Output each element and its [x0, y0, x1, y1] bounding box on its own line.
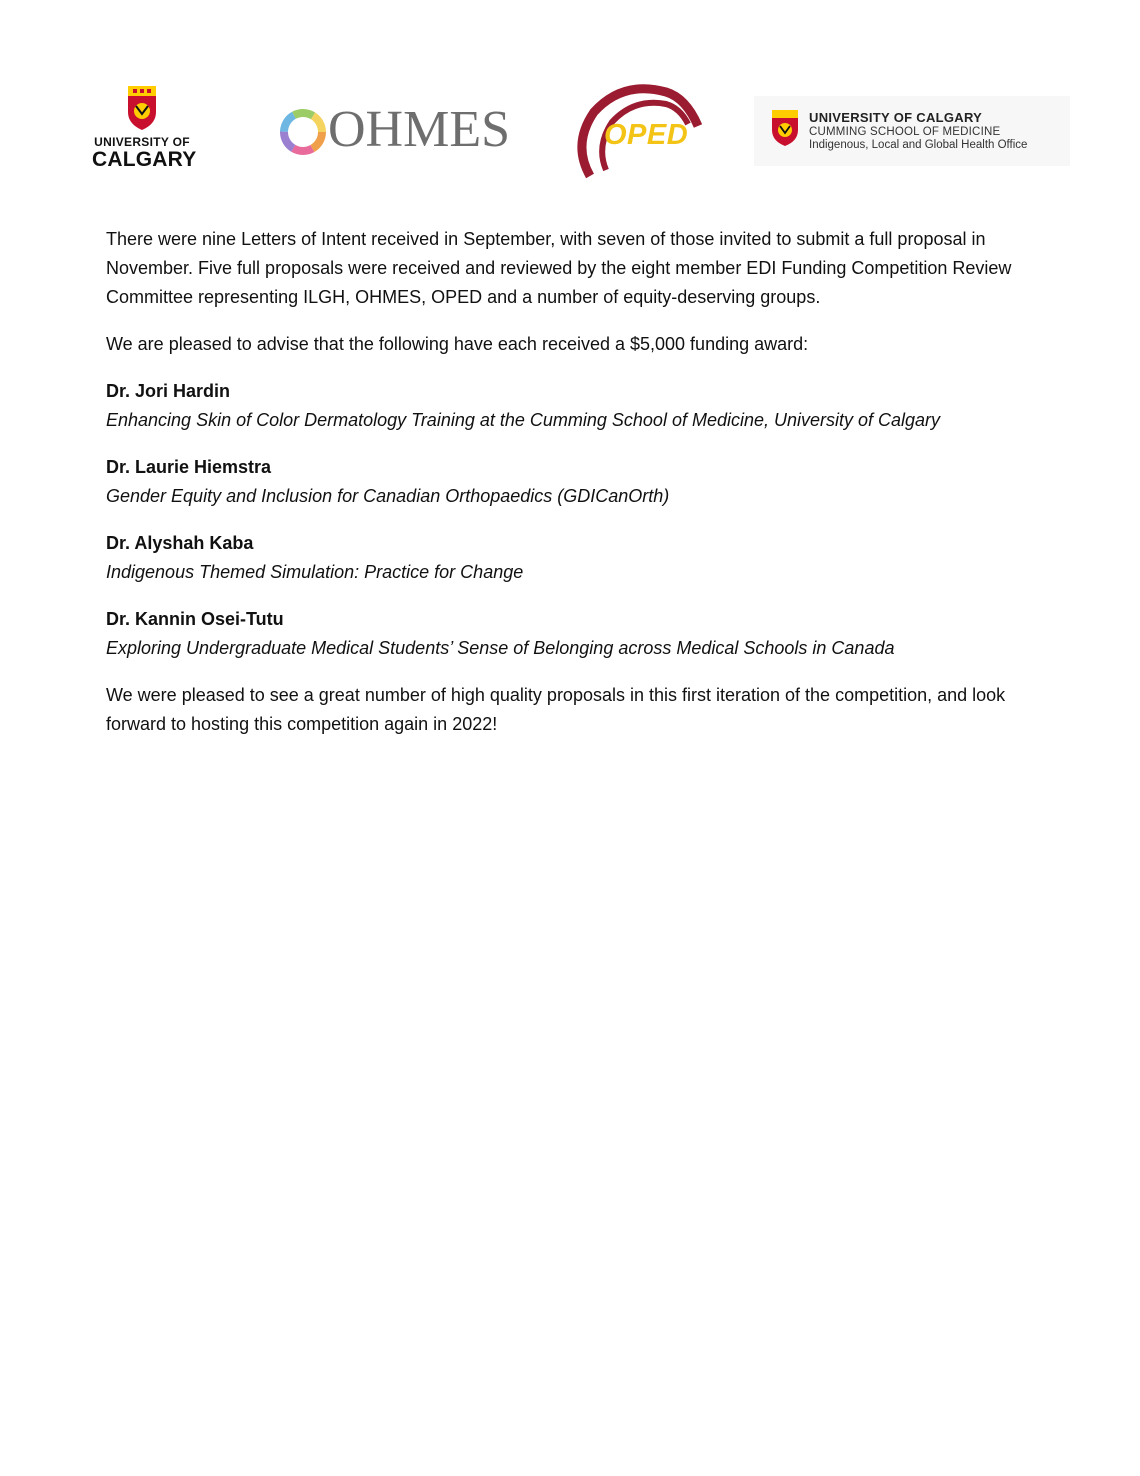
uc-logo-line1: UNIVERSITY OF — [94, 135, 190, 149]
award-recipient-name: Dr. Jori Hardin — [106, 381, 231, 401]
uc-crest-small-icon — [770, 108, 800, 148]
csm-logo-line1: UNIVERSITY OF CALGARY — [809, 110, 983, 125]
award-recipient-name: Dr. Kannin Osei-Tutu — [106, 609, 284, 629]
award-item — [106, 605, 1046, 663]
cumming-school-logo — [754, 96, 1070, 166]
ohmes-logo-text: OHMES — [328, 101, 511, 158]
logo-header — [0, 0, 1140, 200]
award-project-title: Gender Equity and Inclusion for Canadian Orthopaedics (GDICanOrth) — [106, 486, 670, 506]
oped-logo — [568, 84, 723, 180]
closing-paragraph: We were pleased to see a great number of high quality proposals in this first iteration of the competition, and look forward to hosting this competition again in 2022! — [106, 685, 1006, 734]
award-project-title: Enhancing Skin of Color Dermatology Training at the Cumming School of Medicine, University of Calgary — [106, 410, 941, 430]
award-project-title: Indigenous Themed Simulation: Practice for Change — [106, 562, 524, 582]
award-recipient-name: Dr. Laurie Hiemstra — [106, 457, 272, 477]
award-item — [106, 377, 1046, 435]
csm-logo-line2: CUMMING SCHOOL OF MEDICINE — [809, 126, 1001, 138]
ohmes-logo — [278, 101, 511, 160]
award-item — [106, 529, 1046, 587]
award-item — [106, 453, 1046, 511]
oped-logo-text: OPED — [604, 119, 689, 151]
intro-paragraph: There were nine Letters of Intent received in September, with seven of those invited to submit a full proposal in November. Five full proposals were received and reviewed by the eight member EDI Funding Competition Review Committee representing ILGH, OHMES, OPED and a number of equity-deserving groups. — [106, 229, 1012, 307]
award-announcement: We are pleased to advise that the following have each received a $5,000 funding award: — [106, 334, 809, 354]
uc-logo-line2: CALGARY — [92, 148, 197, 171]
university-of-calgary-logo — [92, 84, 197, 174]
csm-logo-line3: Indigenous, Local and Global Health Office — [809, 139, 1028, 151]
award-recipient-name: Dr. Alyshah Kaba — [106, 533, 254, 553]
letter-body — [106, 225, 1046, 757]
uc-crest-icon — [125, 84, 159, 132]
award-project-title: Exploring Undergraduate Medical Students’ Sense of Belonging across Medical Schools in Canada — [106, 638, 895, 658]
ohmes-ring-icon — [278, 107, 328, 157]
